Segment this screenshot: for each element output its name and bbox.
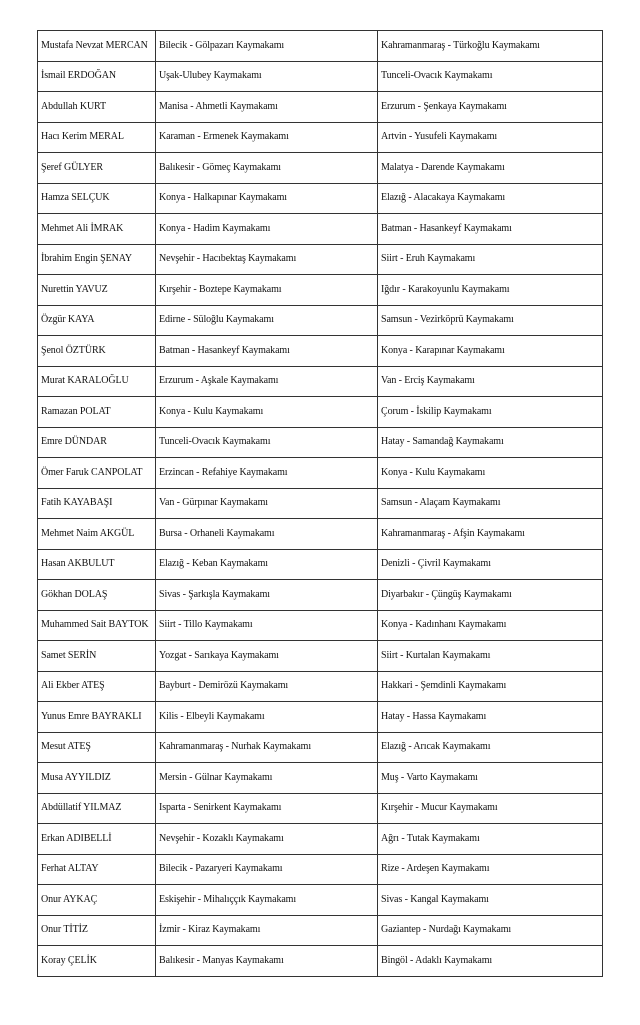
current-post-cell: Nevşehir - Hacıbektaş Kaymakamı: [156, 244, 378, 275]
table-row: [38, 519, 603, 550]
table-row: [38, 458, 603, 489]
current-post-cell: Mersin - Gülnar Kaymakamı: [156, 763, 378, 794]
official-name-cell: Mesut ATEŞ: [38, 732, 156, 763]
current-post-cell: Batman - Hasankeyf Kaymakamı: [156, 336, 378, 367]
current-post-cell: Tunceli-Ovacık Kaymakamı: [156, 427, 378, 458]
table-row: [38, 732, 603, 763]
current-post-cell: Konya - Halkapınar Kaymakamı: [156, 183, 378, 214]
new-post-cell: Artvin - Yusufeli Kaymakamı: [378, 122, 603, 153]
new-post-cell: Konya - Karapınar Kaymakamı: [378, 336, 603, 367]
current-post-cell: Karaman - Ermenek Kaymakamı: [156, 122, 378, 153]
official-name-cell: Şenol ÖZTÜRK: [38, 336, 156, 367]
new-post-cell: Elazığ - Arıcak Kaymakamı: [378, 732, 603, 763]
official-name-cell: Ramazan POLAT: [38, 397, 156, 428]
official-name-cell: Musa AYYILDIZ: [38, 763, 156, 794]
new-post-cell: Denizli - Çivril Kaymakamı: [378, 549, 603, 580]
current-post-cell: Kırşehir - Boztepe Kaymakamı: [156, 275, 378, 306]
new-post-cell: Konya - Kulu Kaymakamı: [378, 458, 603, 489]
assignments-table: [37, 30, 603, 977]
current-post-cell: Nevşehir - Kozaklı Kaymakamı: [156, 824, 378, 855]
table-row: [38, 366, 603, 397]
current-post-cell: Bayburt - Demirözü Kaymakamı: [156, 671, 378, 702]
new-post-cell: Batman - Hasankeyf Kaymakamı: [378, 214, 603, 245]
official-name-cell: Nurettin YAVUZ: [38, 275, 156, 306]
official-name-cell: İbrahim Engin ŞENAY: [38, 244, 156, 275]
official-name-cell: Yunus Emre BAYRAKLI: [38, 702, 156, 733]
assignments-table-body: [38, 31, 603, 977]
current-post-cell: Uşak-Ulubey Kaymakamı: [156, 61, 378, 92]
table-row: [38, 580, 603, 611]
official-name-cell: Erkan ADIBELLİ: [38, 824, 156, 855]
official-name-cell: Emre DÜNDAR: [38, 427, 156, 458]
official-name-cell: Mustafa Nevzat MERCAN: [38, 31, 156, 62]
new-post-cell: Çorum - İskilip Kaymakamı: [378, 397, 603, 428]
table-row: [38, 824, 603, 855]
official-name-cell: Mehmet Naim AKGÜL: [38, 519, 156, 550]
official-name-cell: Onur AYKAÇ: [38, 885, 156, 916]
table-row: [38, 153, 603, 184]
official-name-cell: Özgür KAYA: [38, 305, 156, 336]
new-post-cell: Malatya - Darende Kaymakamı: [378, 153, 603, 184]
official-name-cell: Abdüllatif YILMAZ: [38, 793, 156, 824]
table-row: [38, 427, 603, 458]
official-name-cell: Hacı Kerim MERAL: [38, 122, 156, 153]
new-post-cell: Kırşehir - Mucur Kaymakamı: [378, 793, 603, 824]
table-row: [38, 915, 603, 946]
new-post-cell: Ağrı - Tutak Kaymakamı: [378, 824, 603, 855]
new-post-cell: Tunceli-Ovacık Kaymakamı: [378, 61, 603, 92]
current-post-cell: Erzurum - Aşkale Kaymakamı: [156, 366, 378, 397]
official-name-cell: Ali Ekber ATEŞ: [38, 671, 156, 702]
table-row: [38, 214, 603, 245]
new-post-cell: Kahramanmaraş - Türkoğlu Kaymakamı: [378, 31, 603, 62]
official-name-cell: Murat KARALOĞLU: [38, 366, 156, 397]
table-row: [38, 702, 603, 733]
table-row: [38, 244, 603, 275]
current-post-cell: Bilecik - Pazaryeri Kaymakamı: [156, 854, 378, 885]
current-post-cell: Yozgat - Sarıkaya Kaymakamı: [156, 641, 378, 672]
table-row: [38, 92, 603, 123]
official-name-cell: Ömer Faruk CANPOLAT: [38, 458, 156, 489]
new-post-cell: Samsun - Alaçam Kaymakamı: [378, 488, 603, 519]
table-row: [38, 671, 603, 702]
current-post-cell: Bursa - Orhaneli Kaymakamı: [156, 519, 378, 550]
new-post-cell: Sivas - Kangal Kaymakamı: [378, 885, 603, 916]
table-row: [38, 641, 603, 672]
current-post-cell: Konya - Kulu Kaymakamı: [156, 397, 378, 428]
table-row: [38, 610, 603, 641]
current-post-cell: Isparta - Senirkent Kaymakamı: [156, 793, 378, 824]
official-name-cell: İsmail ERDOĞAN: [38, 61, 156, 92]
official-name-cell: Hasan AKBULUT: [38, 549, 156, 580]
new-post-cell: Bingöl - Adaklı Kaymakamı: [378, 946, 603, 977]
official-name-cell: Şeref GÜLYER: [38, 153, 156, 184]
table-row: [38, 61, 603, 92]
new-post-cell: Hakkari - Şemdinli Kaymakamı: [378, 671, 603, 702]
current-post-cell: Van - Gürpınar Kaymakamı: [156, 488, 378, 519]
table-row: [38, 549, 603, 580]
new-post-cell: Diyarbakır - Çüngüş Kaymakamı: [378, 580, 603, 611]
new-post-cell: Rize - Ardeşen Kaymakamı: [378, 854, 603, 885]
current-post-cell: Kilis - Elbeyli Kaymakamı: [156, 702, 378, 733]
table-row: [38, 885, 603, 916]
new-post-cell: Hatay - Samandağ Kaymakamı: [378, 427, 603, 458]
table-row: [38, 336, 603, 367]
new-post-cell: Siirt - Kurtalan Kaymakamı: [378, 641, 603, 672]
table-row: [38, 854, 603, 885]
new-post-cell: Samsun - Vezirköprü Kaymakamı: [378, 305, 603, 336]
table-row: [38, 183, 603, 214]
current-post-cell: Konya - Hadim Kaymakamı: [156, 214, 378, 245]
current-post-cell: Eskişehir - Mihalıççık Kaymakamı: [156, 885, 378, 916]
official-name-cell: Onur TİTİZ: [38, 915, 156, 946]
current-post-cell: Erzincan - Refahiye Kaymakamı: [156, 458, 378, 489]
official-name-cell: Abdullah KURT: [38, 92, 156, 123]
new-post-cell: Konya - Kadınhanı Kaymakamı: [378, 610, 603, 641]
official-name-cell: Mehmet Ali İMRAK: [38, 214, 156, 245]
current-post-cell: Balıkesir - Manyas Kaymakamı: [156, 946, 378, 977]
current-post-cell: Kahramanmaraş - Nurhak Kaymakamı: [156, 732, 378, 763]
official-name-cell: Koray ÇELİK: [38, 946, 156, 977]
current-post-cell: Manisa - Ahmetli Kaymakamı: [156, 92, 378, 123]
table-row: [38, 793, 603, 824]
current-post-cell: Sivas - Şarkışla Kaymakamı: [156, 580, 378, 611]
new-post-cell: Gaziantep - Nurdağı Kaymakamı: [378, 915, 603, 946]
current-post-cell: İzmir - Kiraz Kaymakamı: [156, 915, 378, 946]
table-row: [38, 305, 603, 336]
new-post-cell: Kahramanmaraş - Afşin Kaymakamı: [378, 519, 603, 550]
new-post-cell: Elazığ - Alacakaya Kaymakamı: [378, 183, 603, 214]
new-post-cell: Erzurum - Şenkaya Kaymakamı: [378, 92, 603, 123]
new-post-cell: Van - Erciş Kaymakamı: [378, 366, 603, 397]
current-post-cell: Bilecik - Gölpazarı Kaymakamı: [156, 31, 378, 62]
current-post-cell: Balıkesir - Gömeç Kaymakamı: [156, 153, 378, 184]
table-row: [38, 946, 603, 977]
table-row: [38, 397, 603, 428]
table-row: [38, 763, 603, 794]
official-name-cell: Ferhat ALTAY: [38, 854, 156, 885]
current-post-cell: Siirt - Tillo Kaymakamı: [156, 610, 378, 641]
official-name-cell: Muhammed Sait BAYTOK: [38, 610, 156, 641]
new-post-cell: Muş - Varto Kaymakamı: [378, 763, 603, 794]
official-name-cell: Hamza SELÇUK: [38, 183, 156, 214]
table-row: [38, 122, 603, 153]
current-post-cell: Edirne - Süloğlu Kaymakamı: [156, 305, 378, 336]
official-name-cell: Fatih KAYABAŞI: [38, 488, 156, 519]
table-row: [38, 488, 603, 519]
new-post-cell: Siirt - Eruh Kaymakamı: [378, 244, 603, 275]
table-row: [38, 31, 603, 62]
table-row: [38, 275, 603, 306]
current-post-cell: Elazığ - Keban Kaymakamı: [156, 549, 378, 580]
new-post-cell: Iğdır - Karakoyunlu Kaymakamı: [378, 275, 603, 306]
new-post-cell: Hatay - Hassa Kaymakamı: [378, 702, 603, 733]
official-name-cell: Gökhan DOLAŞ: [38, 580, 156, 611]
official-name-cell: Samet SERİN: [38, 641, 156, 672]
